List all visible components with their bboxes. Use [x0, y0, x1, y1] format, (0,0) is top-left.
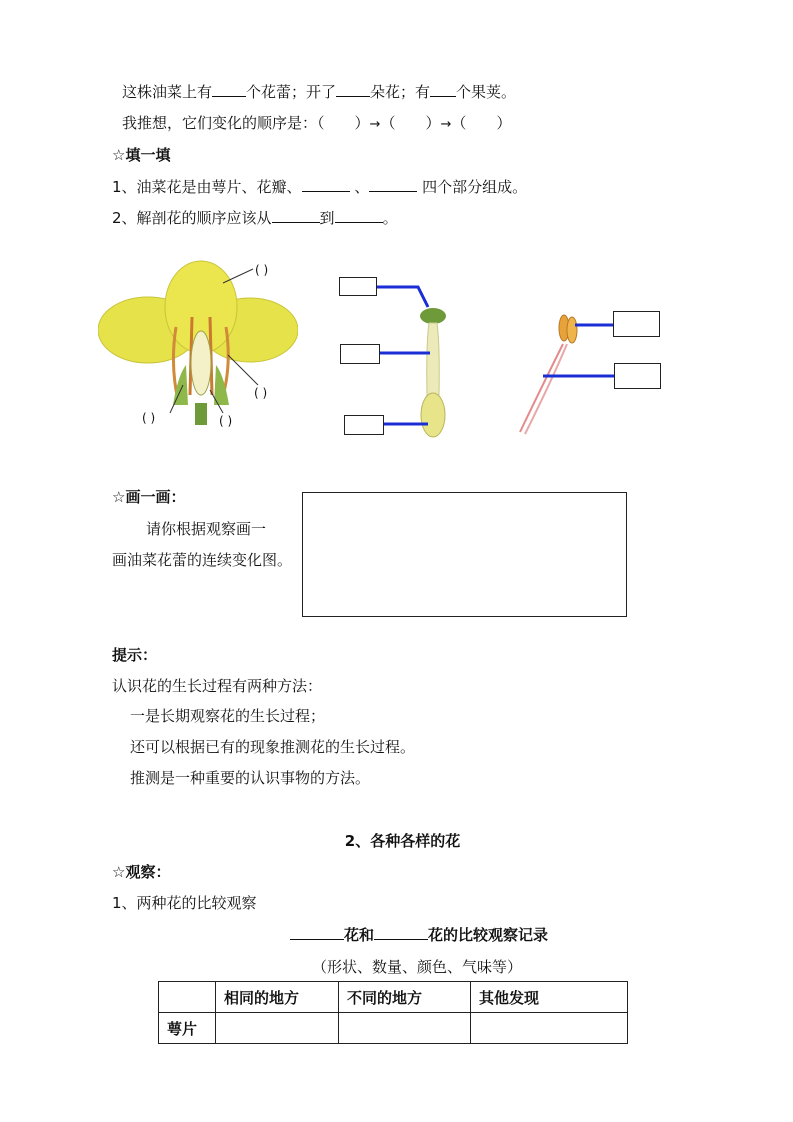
- paren-close-2: ）: [425, 114, 441, 132]
- q2-blank-1[interactable]: [272, 208, 320, 223]
- fill-question-1: [112, 177, 527, 197]
- q1-sep: 、: [354, 178, 370, 196]
- pointer-line: [375, 287, 428, 307]
- table-row-label: 萼片: [159, 1013, 216, 1044]
- label-paren-pistil[interactable]: ( ): [219, 414, 233, 428]
- paren-open-2: （: [380, 114, 396, 132]
- table-cell[interactable]: [216, 1013, 339, 1044]
- flower-count-question: [122, 82, 516, 102]
- q1-blank-2[interactable]: [369, 177, 417, 192]
- count-text-3: 朵花；有: [370, 83, 431, 101]
- filament: [520, 344, 563, 432]
- rapeseed-flower-diagram: [98, 255, 298, 435]
- q2-suffix: 。: [382, 209, 398, 227]
- arrow-right-icon: →: [440, 117, 452, 132]
- observe-heading: ☆观察：: [112, 863, 171, 881]
- tips-line-3: 还可以根据已有的现象推测花的生长过程。: [130, 738, 416, 756]
- count-text-2: 个花蕾；开了: [246, 83, 337, 101]
- flower-name-blank-1[interactable]: [290, 925, 344, 940]
- arrow-right-icon: →: [369, 117, 381, 132]
- record-title-part-1: 花和: [344, 926, 375, 944]
- fill-question-2: [112, 208, 398, 228]
- stamen-label-box-2[interactable]: [614, 363, 661, 389]
- table-header-cell: 相同的地方: [216, 982, 339, 1013]
- tips-line-1: 认识花的生长过程有两种方法：: [112, 677, 323, 695]
- tips-line-4: 推测是一种重要的认识事物的方法。: [130, 769, 371, 787]
- anther: [567, 317, 577, 343]
- table-cell[interactable]: [471, 1013, 628, 1044]
- label-paren-petal[interactable]: ( ): [255, 263, 269, 277]
- tips-heading: 提示：: [112, 646, 158, 664]
- ovary: [421, 393, 445, 437]
- record-subtitle: （形状、数量、颜色、气味等）: [312, 958, 523, 976]
- flower-stem: [195, 403, 207, 425]
- pod-count-blank[interactable]: [430, 82, 456, 97]
- q1-blank-1[interactable]: [302, 177, 350, 192]
- paren-close-3: ）: [496, 114, 512, 132]
- comparison-table: [158, 981, 628, 1044]
- paren-open-3: （: [451, 114, 467, 132]
- count-text-4: 个果荚。: [456, 83, 517, 101]
- filament: [525, 344, 567, 434]
- style: [427, 323, 440, 395]
- pistil-label-box-1[interactable]: [339, 277, 377, 296]
- flower-count-blank[interactable]: [336, 82, 370, 97]
- observe-item-1: 1、两种花的比较观察: [112, 894, 257, 912]
- paren-open-1: （: [317, 114, 325, 132]
- q2-sep: 到: [319, 209, 335, 227]
- table-header-cell: [159, 982, 216, 1013]
- flower-name-blank-2[interactable]: [374, 925, 428, 940]
- guess-prefix: 我推想，它们变化的顺序是：: [122, 114, 318, 132]
- record-title: [290, 925, 548, 945]
- section-title: 2、各种各样的花: [344, 832, 461, 850]
- stamen-label-box-1[interactable]: [613, 311, 660, 337]
- q2-blank-2[interactable]: [335, 208, 383, 223]
- draw-instruction-2: 画油菜花蕾的连续变化图。: [112, 551, 293, 569]
- tips-line-2: 一是长期观察花的生长过程；: [130, 707, 326, 725]
- q2-prefix: 2、解剖花的顺序应该从: [112, 209, 272, 227]
- count-text-1: 这株油菜上有: [122, 83, 213, 101]
- bud-count-blank[interactable]: [212, 82, 246, 97]
- pistil-label-box-3[interactable]: [344, 415, 384, 435]
- label-paren-stamen[interactable]: ( ): [254, 386, 268, 400]
- paren-close-1: ）: [354, 114, 370, 132]
- draw-heading: ☆画一画：: [112, 488, 186, 506]
- pistil: [191, 331, 211, 395]
- table-row: [159, 1013, 628, 1044]
- draw-instruction-1: 请你根据观察画一: [146, 520, 267, 538]
- pistil-label-box-2[interactable]: [340, 344, 380, 364]
- q1-prefix: 1、油菜花是由萼片、花瓣、: [112, 178, 302, 196]
- table-header-row: [159, 982, 628, 1013]
- table-header-cell: 不同的地方: [339, 982, 471, 1013]
- record-title-part-2: 花的比较观察记录: [428, 926, 549, 944]
- fill-heading: ☆填一填: [112, 146, 171, 164]
- label-paren-sepal[interactable]: ( ): [142, 411, 156, 425]
- drawing-area[interactable]: [302, 492, 627, 617]
- stigma: [420, 308, 446, 324]
- order-guess-question: [122, 113, 511, 135]
- table-header-cell: 其他发现: [471, 982, 628, 1013]
- q1-suffix: 四个部分组成。: [422, 178, 528, 196]
- table-cell[interactable]: [339, 1013, 471, 1044]
